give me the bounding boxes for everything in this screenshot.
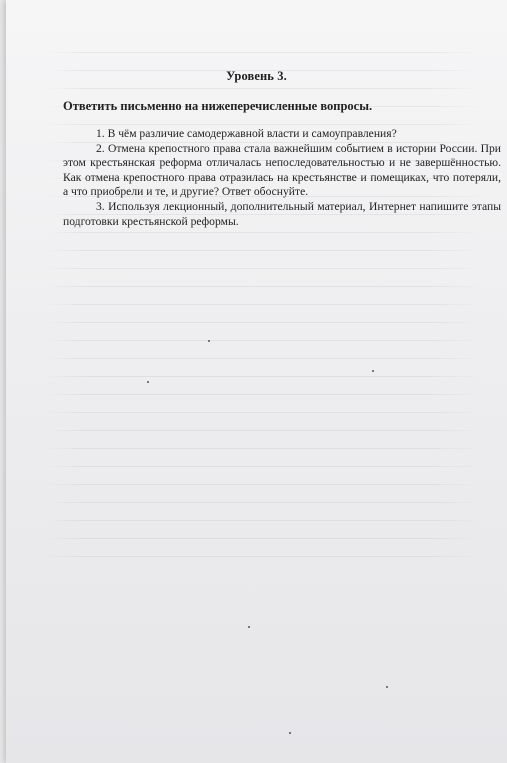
- question-2: 2. Отмена крепостного права стала важнейшим событием в истории России. При этом крестьянская реформа отличалась непоследовательностью и не завершённостью. Как отмена крепостного права отразилась на крестьянстве и помещиках, что потеряли, а что приобрели и те, и другие? Ответ обоснуйте.: [63, 141, 501, 199]
- paper-sheet: [6, 0, 507, 763]
- paper-speck: [248, 626, 250, 628]
- paper-speck: [208, 340, 210, 342]
- paper-speck: [386, 686, 388, 688]
- paper-speck: [289, 732, 291, 734]
- paper-speck: [372, 370, 374, 372]
- question-3: 3. Используя лекционный, дополнительный материал, Интернет напишите этапы подготовки крестьянской реформы.: [63, 199, 501, 228]
- bleed-through-text: [6, 40, 507, 560]
- instruction-text: Ответить письменно на нижеперечисленные вопросы.: [63, 99, 373, 113]
- paper-speck: [147, 381, 149, 383]
- questions-block: [63, 127, 501, 229]
- question-1: 1. В чём различие самодержавной власти и самоуправления?: [96, 127, 397, 140]
- level-heading: Уровень 3.: [226, 69, 287, 83]
